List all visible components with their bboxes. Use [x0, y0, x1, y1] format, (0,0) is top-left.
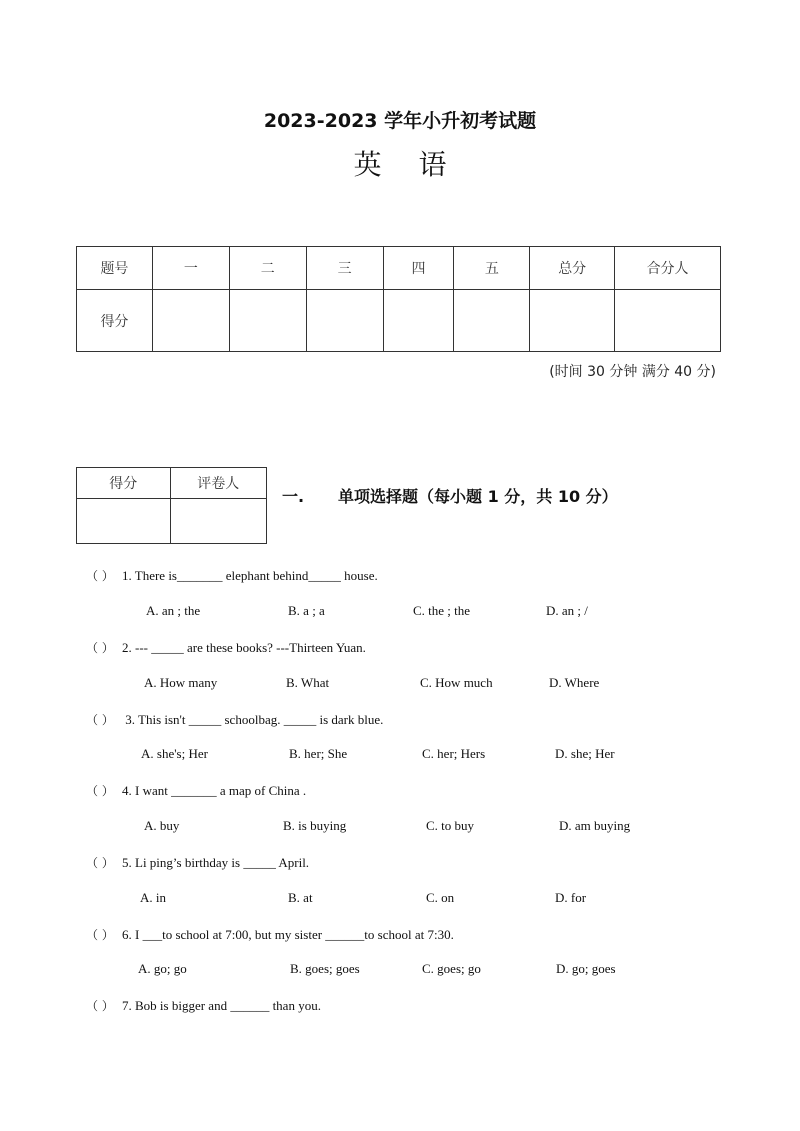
- answer-paren: （ ）: [86, 856, 114, 870]
- option: C. How much: [420, 675, 493, 690]
- score-table-cell: 题号: [77, 247, 153, 290]
- option: D. am buying: [559, 818, 631, 833]
- score-table-cell: 一: [152, 247, 229, 290]
- option: D. an ; /: [546, 603, 588, 618]
- option: B. is buying: [283, 818, 347, 833]
- grader-blank-cell: [77, 499, 171, 544]
- question-text: 3. This isn't _____ schoolbag. _____ is dark blue.: [122, 712, 384, 727]
- score-blank-cell: [306, 290, 383, 352]
- score-table-cell: 二: [229, 247, 306, 290]
- question: [86, 782, 306, 799]
- option: B. at: [288, 890, 313, 905]
- score-blank-cell: [383, 290, 454, 352]
- exam-title: 2023-2023 学年小升初考试题: [263, 110, 537, 132]
- question: [86, 926, 454, 943]
- section-heading: 单项选择题（每小题 1 分，共 10 分）: [338, 487, 618, 506]
- grader-table: [76, 467, 267, 544]
- score-blank-cell: [530, 290, 615, 352]
- answer-paren: （ ）: [86, 928, 114, 942]
- question-text: 5. Li ping’s birthday is _____ April.: [122, 855, 310, 870]
- question-text: 2. --- _____ are these books? ---Thirteen Yuan.: [122, 640, 366, 655]
- score-blank-cell: [454, 290, 530, 352]
- option: D. for: [555, 890, 587, 905]
- option: A. in: [140, 890, 166, 905]
- section-number: 一.: [282, 487, 305, 506]
- option: B. a ; a: [288, 603, 325, 618]
- question-text: 6. I ___to school at 7:00, but my sister ______to school at 7:30.: [122, 927, 454, 942]
- option: B. goes; goes: [290, 961, 360, 976]
- question: [86, 997, 321, 1014]
- score-table-cell: 得分: [77, 290, 153, 352]
- question: [86, 567, 378, 584]
- score-table-cell: 四: [383, 247, 454, 290]
- option: A. How many: [144, 675, 218, 690]
- question: [86, 639, 366, 656]
- answer-paren: （ ）: [86, 713, 114, 727]
- score-table-cell: 五: [454, 247, 530, 290]
- grader-blank-row: [77, 499, 267, 544]
- section-title: [282, 484, 618, 507]
- answer-paren: （ ）: [86, 569, 114, 583]
- grader-cell: 得分: [77, 468, 171, 499]
- question: [86, 854, 309, 871]
- option-row: [0, 818, 800, 836]
- option: B. her; She: [289, 746, 348, 761]
- option: C. the ; the: [413, 603, 471, 618]
- option: C. her; Hers: [422, 746, 486, 761]
- score-table-score-row: [77, 290, 721, 352]
- option-row: [0, 603, 800, 621]
- score-table: [76, 246, 721, 352]
- grader-cell: 评卷人: [170, 468, 267, 499]
- answer-paren: （ ）: [86, 641, 114, 655]
- option: D. Where: [549, 675, 600, 690]
- option-row: [0, 675, 800, 693]
- grader-blank-cell: [170, 499, 267, 544]
- subject-title: 英 语: [353, 148, 461, 181]
- score-table-cell: 三: [306, 247, 383, 290]
- option-row: [0, 961, 800, 979]
- option-row: [0, 746, 800, 764]
- score-blank-cell: [229, 290, 306, 352]
- option: A. go; go: [138, 961, 187, 976]
- score-blank-cell: [615, 290, 721, 352]
- option-row: [0, 890, 800, 908]
- option: C. goes; go: [422, 961, 481, 976]
- score-table-cell: 总分: [530, 247, 615, 290]
- option: B. What: [286, 675, 330, 690]
- score-table-cell: 合分人: [615, 247, 721, 290]
- score-table-header-row: [77, 247, 721, 290]
- option: D. she; Her: [555, 746, 615, 761]
- question-text: 4. I want _______ a map of China .: [122, 783, 307, 798]
- answer-paren: （ ）: [86, 999, 114, 1013]
- question: [86, 711, 383, 728]
- grader-header-row: [77, 468, 267, 499]
- question-text: 1. There is_______ elephant behind_____ house.: [122, 568, 378, 583]
- option: A. buy: [144, 818, 180, 833]
- question-text: 7. Bob is bigger and ______ than you.: [122, 998, 321, 1013]
- option: C. to buy: [426, 818, 475, 833]
- option: A. an ; the: [146, 603, 201, 618]
- answer-paren: （ ）: [86, 784, 114, 798]
- score-blank-cell: [152, 290, 229, 352]
- time-note: (时间 30 分钟 满分 40 分): [549, 364, 716, 380]
- option: C. on: [426, 890, 455, 905]
- option: A. she's; Her: [141, 746, 208, 761]
- option: D. go; goes: [556, 961, 616, 976]
